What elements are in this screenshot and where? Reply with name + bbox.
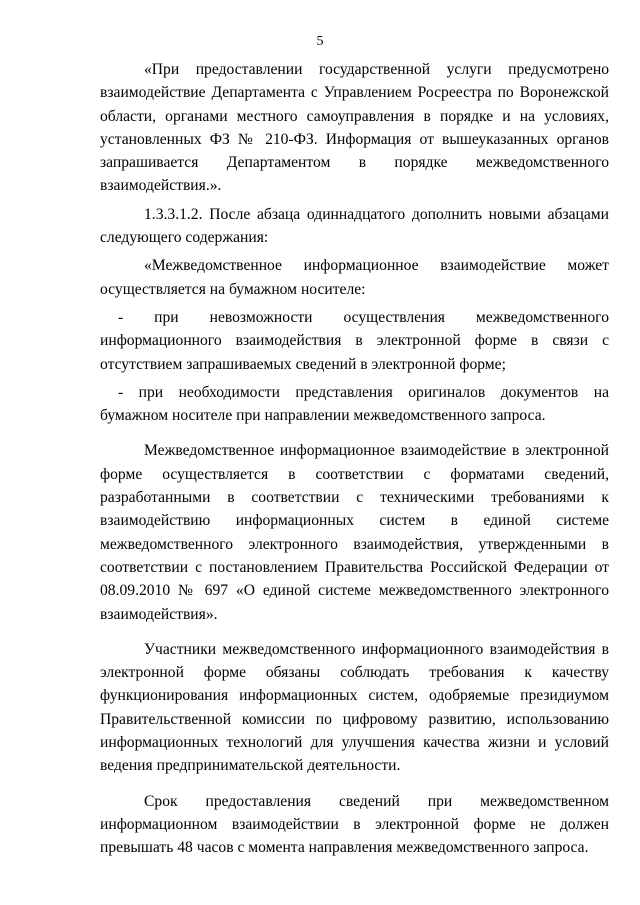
paragraph-electronic-form: Межведомственное информационное взаимодействие в электронной форме осуществляется в соответствии с форматами сведений, разработанными в соответствии с техническими требованиями к взаимодействию информационных систем в единой системе межведомственного электронного взаимодействия, утвержденными в соответствии с постановлением Правительства Российской Федерации от 08.09.2010 № 697 «О единой системе межведомственного электронного взаимодействия». — [100, 442, 609, 623]
paragraph-deadline: Срок предоставления сведений при межведомственном информационном взаимодействии в электронной форме не должен превышать 48 часов с момента направления межведомственного запроса. — [100, 792, 609, 857]
paragraph-paper-exchange: «Межведомственное информационное взаимодействие может осуществляется на бумажном носителе: — [100, 257, 609, 298]
paragraph-amendment-1-3-3-1-2: 1.3.3.1.2. После абзаца одиннадцатого дополнить новыми абзацами следующего содержания: — [100, 205, 609, 247]
list-item-impossibility: - при невозможности осуществления межведомственного информационного взаимодействия в электронной форме в связи с отсутствием запрашиваемых сведений в электронной форме; — [100, 308, 609, 373]
page-number: 5 — [316, 34, 324, 49]
paragraph-quote-interaction: «При предоставлении государственной услуги предусмотрено взаимодействие Департамента с Управлением Росреестра по Воронежской области, органами местного самоуправления в порядке и на условиях, установленных ФЗ № 210-ФЗ. Информация от вышеуказанных органов запрашивается Департаментом в порядке межведомственного взаимодействия.». — [100, 61, 609, 195]
paragraph-participants: Участники межведомственного информационного взаимодействия в электронной форме обязаны соблюдать требования к качеству функционирования информационных систем, одобряемые президиумом Правительственной комиссии по цифровому развитию, использованию информационных технологий для улучшения качества жизни и условий ведения предпринимательской деятельности. — [100, 640, 609, 775]
list-item-originals: - при необходимости представления оригиналов документов на бумажном носителе при направлении межведомственного запроса. — [100, 383, 609, 425]
document-body — [100, 58, 609, 860]
